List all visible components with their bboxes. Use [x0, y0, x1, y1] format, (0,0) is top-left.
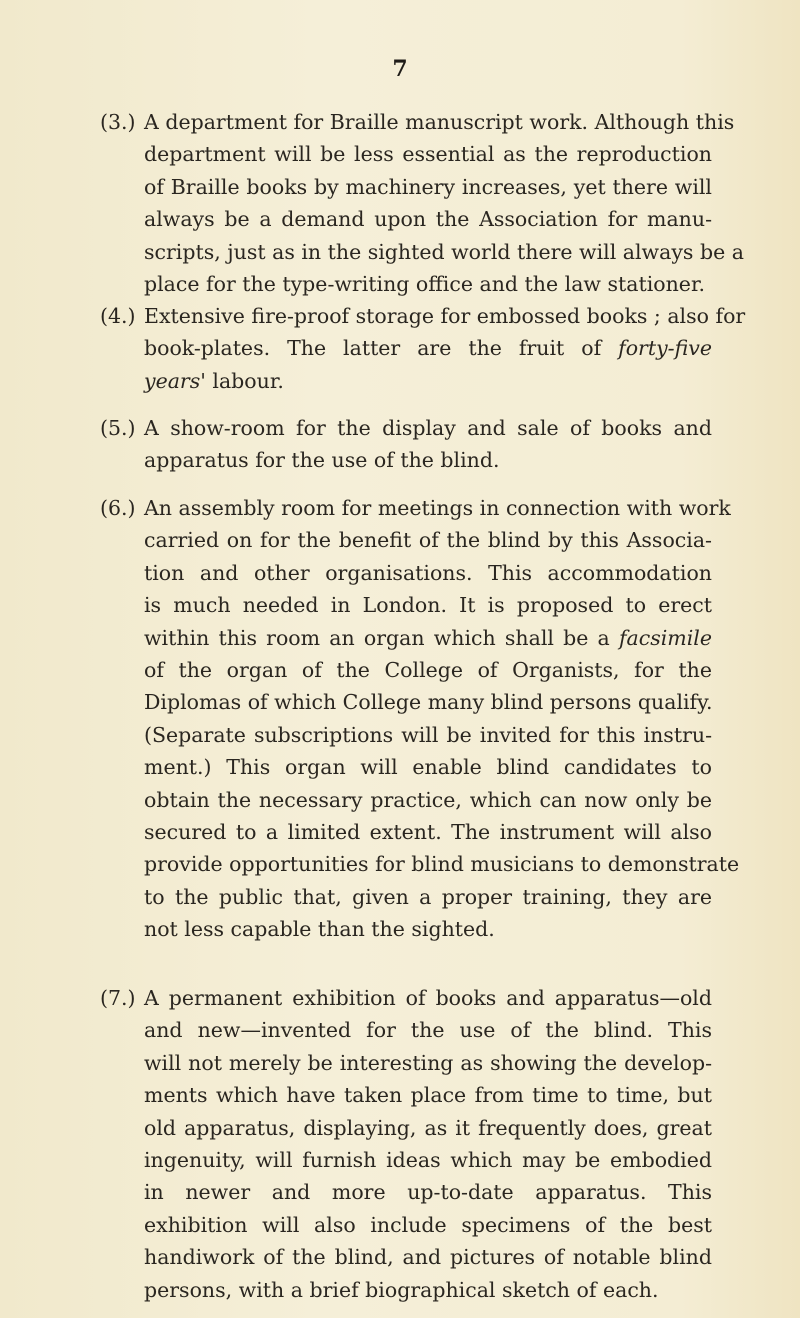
- text-line: [100, 365, 712, 397]
- italic-text: forty-five: [618, 336, 712, 361]
- text-line: to the public that, given a proper training, they are: [144, 884, 712, 909]
- text-line: ment.) This organ will enable blind candidates to: [144, 755, 712, 780]
- text-line: department will be less essential as the reproduction: [144, 142, 712, 167]
- text-line: [100, 622, 712, 654]
- italic-text: facsimile: [618, 625, 712, 650]
- text-line: in newer and more up-to-date apparatus. This: [144, 1180, 712, 1205]
- text-line: ments which have taken place from time to time, but: [144, 1083, 712, 1108]
- text-line: secured to a limited extent. The instrument will also: [144, 820, 712, 845]
- text-line: not less capable than the sighted.: [144, 917, 495, 942]
- page-number: 7: [392, 56, 408, 82]
- list-item-6: [100, 492, 740, 946]
- text-line: [100, 332, 712, 364]
- text-line: ingenuity, will furnish ideas which may be embodied: [144, 1148, 712, 1173]
- text-line: exhibition will also include specimens of the best: [144, 1212, 712, 1237]
- text-line: place for the type-writing office and the law stationer.: [144, 272, 706, 297]
- text-line: and new—invented for the use of the blind. This: [144, 1018, 712, 1043]
- item-number: (3.): [100, 110, 136, 134]
- text-line: is much needed in London. It is proposed to erect: [144, 593, 712, 618]
- text-line: carried on for the benefit of the blind by this Associa-: [144, 528, 712, 553]
- text-line: scripts, just as in the sighted world there will always be a: [144, 239, 744, 264]
- item-number: (7.): [100, 986, 136, 1010]
- text-line: A show-room for the display and sale of books and: [144, 416, 712, 440]
- text-line: Diplomas of which College many blind persons qualify.: [144, 690, 713, 715]
- text-line: tion and other organisations. This accommodation: [144, 560, 712, 585]
- text-line: (Separate subscriptions will be invited for this instru-: [144, 722, 712, 747]
- text-line: obtain the necessary practice, which can now only be: [144, 787, 712, 812]
- text-fragment: labour.: [205, 368, 284, 393]
- list-item-7: [100, 982, 712, 1306]
- text-line: apparatus for the use of the blind.: [144, 448, 500, 473]
- list-item-5: [100, 412, 712, 477]
- list-item-4: [100, 300, 746, 397]
- text-line: Extensive fire-proof storage for embossed books ; also for: [144, 304, 746, 328]
- item-number: (4.): [100, 304, 136, 328]
- text-fragment: book-plates. The latter are the fruit of: [144, 336, 619, 361]
- item-number: (5.): [100, 416, 136, 440]
- text-line: will not merely be interesting as showing the develop-: [144, 1050, 712, 1075]
- text-line: provide opportunities for blind musicians to demonstrate: [144, 852, 740, 877]
- text-line: persons, with a brief biographical sketch of each.: [144, 1277, 659, 1302]
- text-line: handiwork of the blind, and pictures of notable blind: [144, 1245, 712, 1270]
- text-line: An assembly room for meetings in connection with work: [144, 496, 731, 520]
- text-line: of the organ of the College of Organists, for the: [144, 658, 712, 683]
- text-line: A department for Braille manuscript work. Although this: [144, 110, 735, 134]
- list-item-3: [100, 106, 744, 300]
- italic-text: years': [144, 368, 206, 393]
- text-line: of Braille books by machinery increases, yet there will: [144, 174, 712, 199]
- item-number: (6.): [100, 496, 136, 520]
- text-line: always be a demand upon the Association for manu-: [144, 207, 712, 232]
- text-fragment: within this room an organ which shall be a: [144, 625, 619, 650]
- text-line: A permanent exhibition of books and apparatus—old: [144, 986, 712, 1010]
- text-line: old apparatus, displaying, as it frequently does, great: [144, 1115, 712, 1140]
